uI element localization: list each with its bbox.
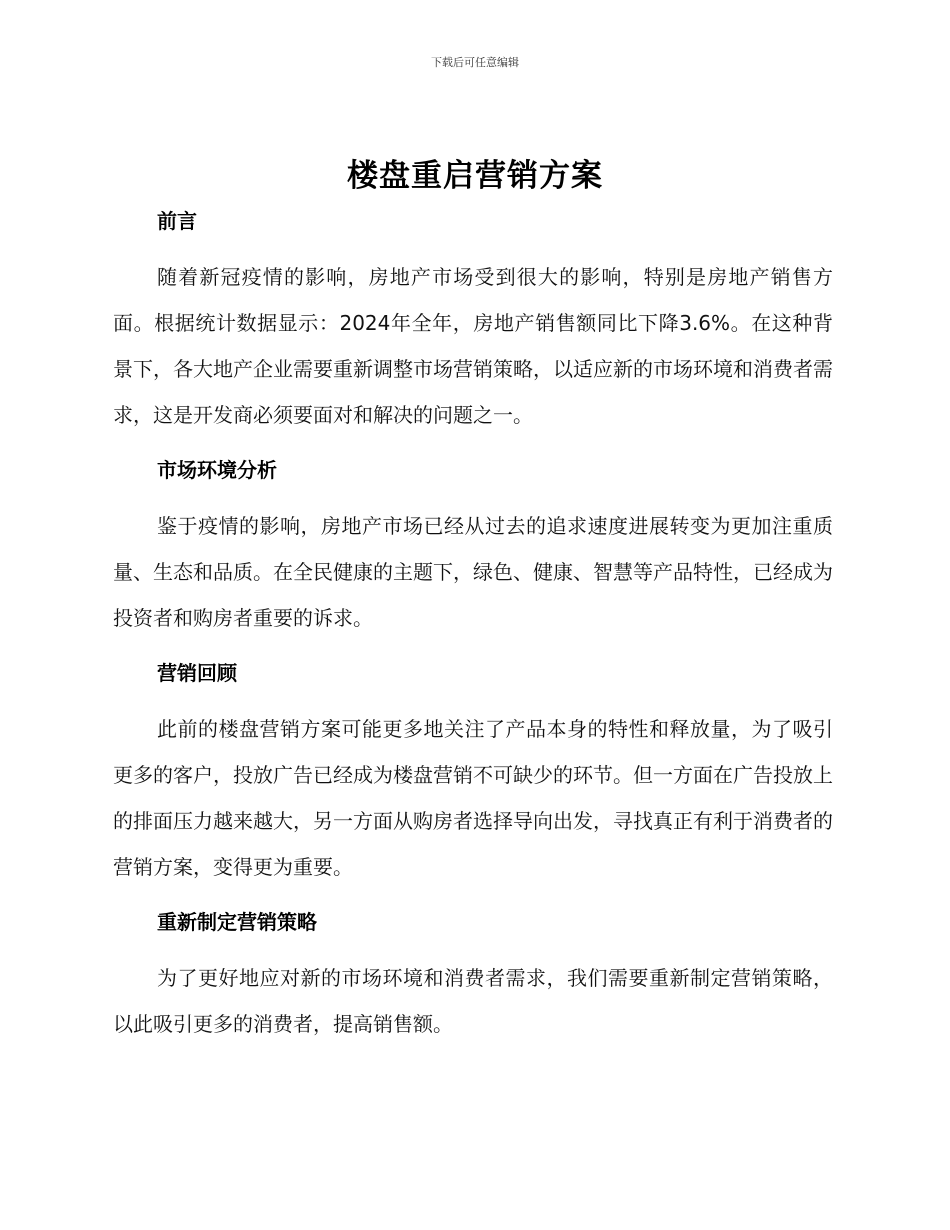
section-paragraph: 此前的楼盘营销方案可能更多地关注了产品本身的特性和释放量，为了吸引更多的客户，投放广告已经成为楼盘营销不可缺少的环节。但一方面在广告投放上的排面压力越来越大，另一方面从购房者选择导向出发，寻找真正有利于消费者的营销方案，变得更为重要。 bbox=[113, 717, 833, 879]
section-new-strategy bbox=[113, 906, 833, 1047]
section-paragraph: 为了更好地应对新的市场环境和消费者需求，我们需要重新制定营销策略，以此吸引更多的消费者，提高销售额。 bbox=[113, 966, 833, 1036]
section-heading: 市场环境分析 bbox=[157, 458, 277, 482]
section-heading: 营销回顾 bbox=[157, 661, 237, 685]
page-header-note: 下载后可任意编辑 bbox=[431, 56, 519, 69]
section-preface bbox=[113, 205, 833, 454]
document-title: 楼盘重启营销方案 bbox=[347, 158, 603, 194]
section-paragraph: 鉴于疫情的影响，房地产市场已经从过去的追求速度进展转变为更加注重质量、生态和品质。在全民健康的主题下，绿色、健康、智慧等产品特性，已经成为投资者和购房者重要的诉求。 bbox=[113, 514, 833, 630]
section-marketing-review bbox=[113, 657, 833, 906]
document-body bbox=[113, 205, 833, 1047]
section-heading: 前言 bbox=[157, 209, 197, 233]
section-market-analysis bbox=[113, 454, 833, 657]
section-paragraph: 随着新冠疫情的影响，房地产市场受到很大的影响，特别是房地产销售方面。根据统计数据显示：2024年全年，房地产销售额同比下降3.6%。在这种背景下，各大地产企业需要重新调整市场营销策略，以适应新的市场环境和消费者需求，这是开发商必须要面对和解决的问题之一。 bbox=[113, 265, 833, 427]
section-heading: 重新制定营销策略 bbox=[157, 910, 317, 934]
